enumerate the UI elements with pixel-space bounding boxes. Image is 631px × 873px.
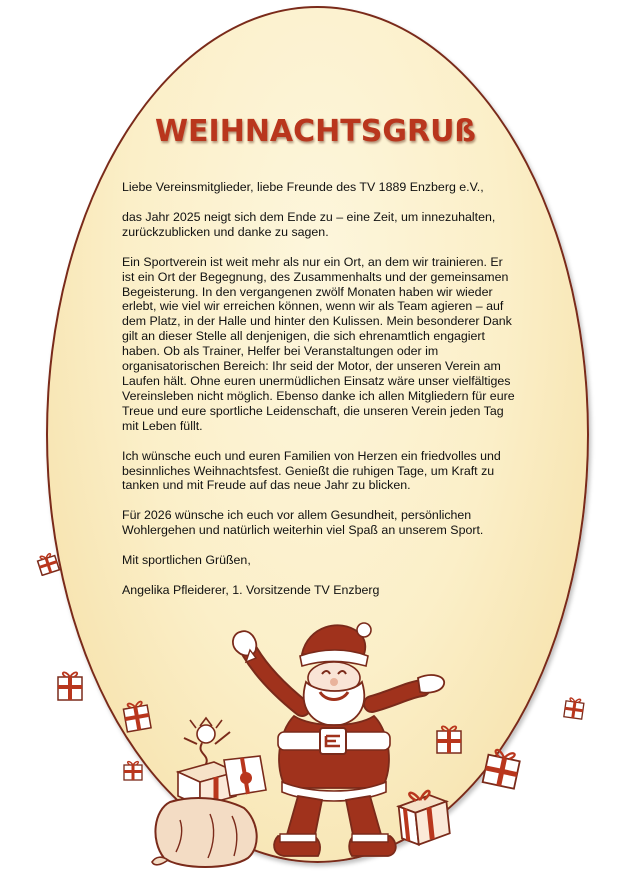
page-title: WEIHNACHTSGRUß — [154, 114, 477, 149]
gift-box-icon — [122, 697, 152, 733]
gift-box-icon — [55, 667, 85, 703]
gift-box-icon — [36, 550, 60, 576]
salutation: Liebe Vereinsmitglieder, liebe Freunde des TV 1889 Enzberg e.V., — [122, 180, 484, 194]
santa-illustration — [222, 612, 452, 864]
gift-box-icon — [562, 693, 586, 721]
paragraph-1: das Jahr 2025 neigt sich dem Ende zu – eine Zeit, um innezuhalten, zurückzublicken und danke zu sagen. — [122, 209, 496, 239]
signature: Angelika Pfleiderer, 1. Vorsitzende TV Enzberg — [122, 583, 380, 598]
paragraph-2: Ein Sportverein ist weit mehr als nur ein Ort, an dem wir trainieren. Er ist ein Ort der Begegnung, des Zusammenhalts und der gemeinsamen Begeisterung. In den vergangenen zwölf Monaten haben wir wieder erlebt, wie viel wir erreichen können, wenn wir als Team agieren – auf dem Platz, in der Halle und hinter den Kulissen. Mein besonderer Dank gilt an dieser Stelle all denjenigen, die sich ehrenamtlich engagiert haben. Ob als Trainer, Helfer bei Veranstaltungen oder im organisatorischen Bereich: Ihr seid der Motor, der unseren Verein am Laufen hält. Ohne euren unermüdlichen Einsatz wäre unser vielfältiges Vereinsleben nicht möglich. Ebenso danke ich allen Mitgliedern für eure Treue und eure sportliche Leidenschaft, die unseren Verein jeden Tag mit Leben füllt. — [122, 254, 515, 433]
gift-box-icon — [122, 757, 144, 783]
paragraph-4: Für 2026 wünsche ich euch vor allem Gesundheit, persönlichen Wohlergehen und natürlich weiterhin viel Spaß an unserem Sport. — [122, 508, 484, 538]
paragraph-3: Ich wünsche euch und euren Familien von Herzen ein friedvolles und besinnliches Weihnachtsfest. Genießt die ruhigen Tage, um Kraft zu tanken und mit Freude auf das neue Jahr zu blicken. — [122, 448, 501, 493]
gift-box-icon — [480, 742, 526, 790]
closing: Mit sportlichen Grüßen, — [122, 553, 251, 568]
letter-body — [122, 180, 517, 613]
